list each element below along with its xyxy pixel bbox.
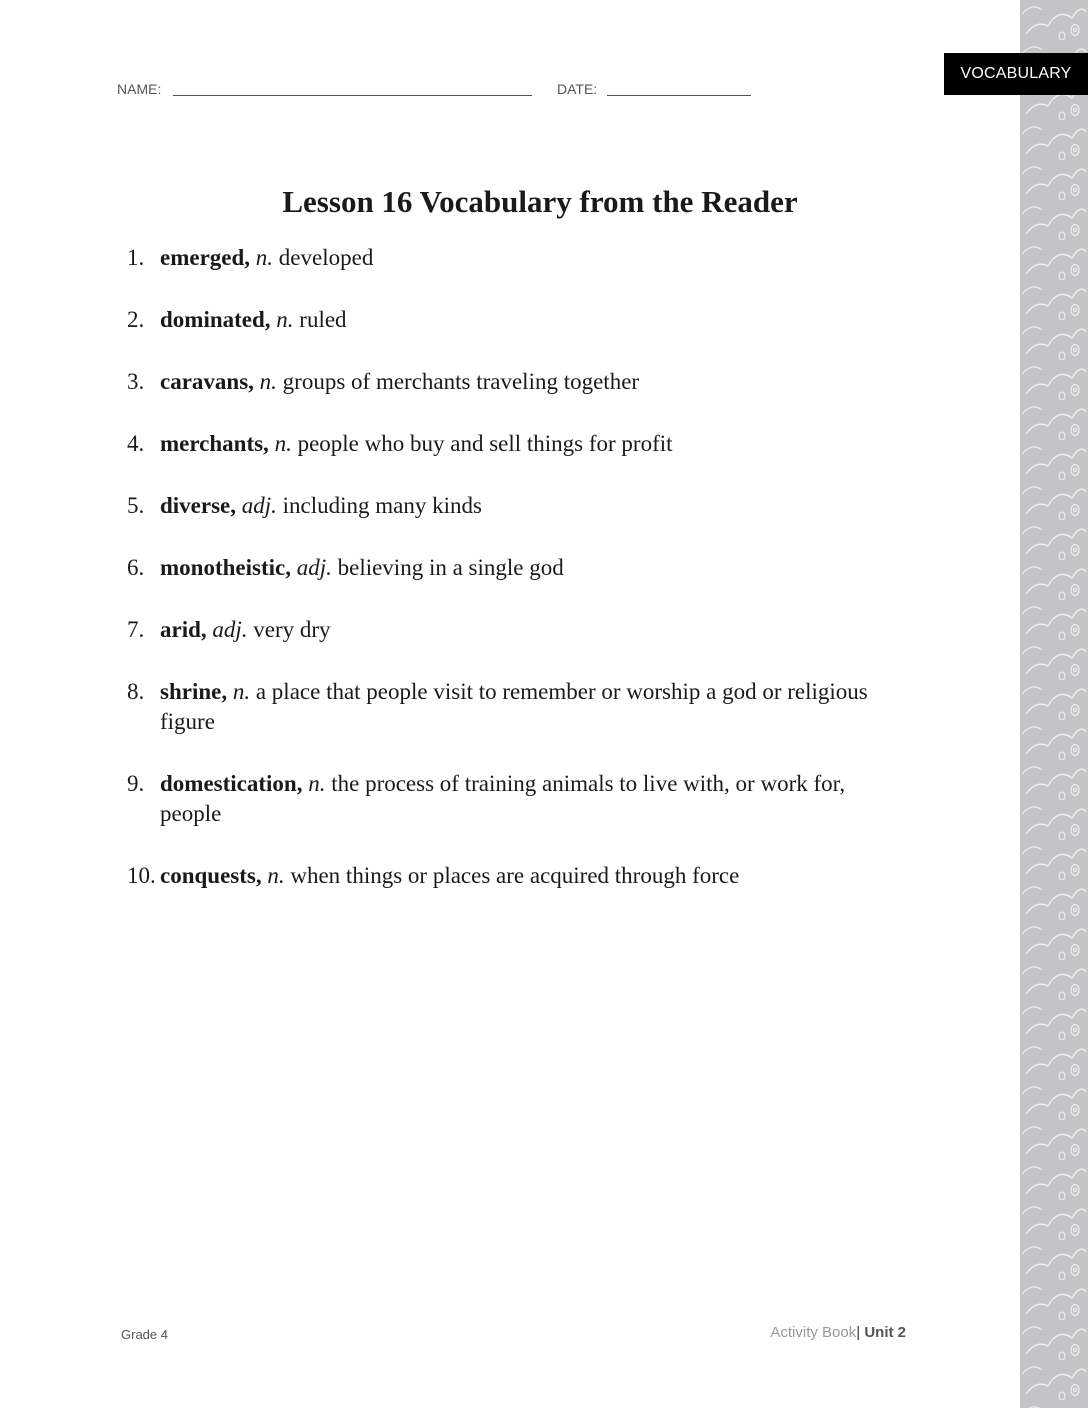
- vocab-word: caravans,: [160, 369, 254, 394]
- part-of-speech: n.: [308, 771, 326, 796]
- vocab-item: [127, 677, 887, 737]
- item-number: 5.: [127, 493, 145, 518]
- item-number: 6.: [127, 555, 145, 580]
- date-field-line[interactable]: [607, 95, 751, 96]
- part-of-speech: adj.: [212, 617, 248, 642]
- vocab-item: [127, 769, 887, 829]
- item-number: 10.: [127, 863, 156, 888]
- item-number: 2.: [127, 307, 145, 332]
- definition: people who buy and sell things for profit: [297, 431, 673, 456]
- vocab-item: [127, 553, 887, 583]
- item-entry: [160, 491, 887, 521]
- definition: groups of merchants traveling together: [282, 369, 640, 394]
- item-entry: [160, 429, 887, 459]
- footer-separator: |: [856, 1324, 861, 1341]
- part-of-speech: n.: [255, 245, 274, 270]
- item-entry: [160, 243, 887, 273]
- definition: very dry: [253, 617, 331, 642]
- vocab-item: [127, 491, 887, 521]
- part-of-speech: n.: [276, 307, 294, 332]
- item-number: 4.: [127, 431, 145, 456]
- definition: including many kinds: [282, 493, 482, 518]
- footer-book-unit: [760, 1324, 906, 1341]
- item-entry: [160, 769, 887, 829]
- definition: ruled: [299, 307, 347, 332]
- definition: when things or places are acquired through force: [290, 863, 740, 888]
- vocab-item: [127, 305, 887, 335]
- definition: developed: [278, 245, 374, 270]
- vocab-word: conquests,: [160, 863, 262, 888]
- vocab-item: [127, 429, 887, 459]
- item-entry: [160, 553, 887, 583]
- footer-grade: Grade 4: [121, 1327, 168, 1342]
- name-field-line[interactable]: [173, 95, 532, 96]
- vocab-item: [127, 243, 887, 273]
- part-of-speech: n.: [232, 679, 251, 704]
- vocab-word: shrine,: [160, 679, 228, 704]
- vocab-item: [127, 615, 887, 645]
- item-entry: [160, 861, 887, 891]
- item-number: 3.: [127, 369, 145, 394]
- vocab-item: [127, 861, 887, 891]
- page-title: Lesson 16 Vocabulary from the Reader: [282, 184, 798, 219]
- item-number: 9.: [127, 771, 145, 796]
- item-number: 8.: [127, 679, 145, 704]
- item-entry: [160, 305, 887, 335]
- section-tag: VOCABULARY: [944, 53, 1088, 95]
- name-label: NAME:: [117, 81, 162, 97]
- part-of-speech: n.: [274, 431, 292, 456]
- definition: the process of training animals to live with, or work for, people: [160, 771, 846, 826]
- part-of-speech: n.: [267, 863, 285, 888]
- part-of-speech: n.: [259, 369, 277, 394]
- vocab-word: domestication,: [160, 771, 303, 796]
- date-label: DATE:: [557, 81, 598, 97]
- vocab-word: dominated,: [160, 307, 271, 332]
- vocabulary-list: [127, 243, 887, 923]
- vocab-word: emerged,: [160, 245, 251, 270]
- definition: a place that people visit to remember or worship a god or religious figure: [160, 679, 868, 734]
- footer-book: Activity Book: [770, 1324, 857, 1341]
- vocab-word: merchants,: [160, 431, 269, 456]
- vocab-word: arid,: [160, 617, 207, 642]
- item-entry: [160, 367, 887, 397]
- definition: believing in a single god: [337, 555, 564, 580]
- item-number: 7.: [127, 617, 145, 642]
- part-of-speech: adj.: [241, 493, 277, 518]
- footer-unit: Unit 2: [864, 1324, 906, 1341]
- part-of-speech: adj.: [296, 555, 332, 580]
- vocab-item: [127, 367, 887, 397]
- vocab-word: monotheistic,: [160, 555, 291, 580]
- vocab-word: diverse,: [160, 493, 237, 518]
- item-entry: [160, 615, 887, 645]
- item-entry: [160, 677, 887, 737]
- item-number: 1.: [127, 245, 145, 270]
